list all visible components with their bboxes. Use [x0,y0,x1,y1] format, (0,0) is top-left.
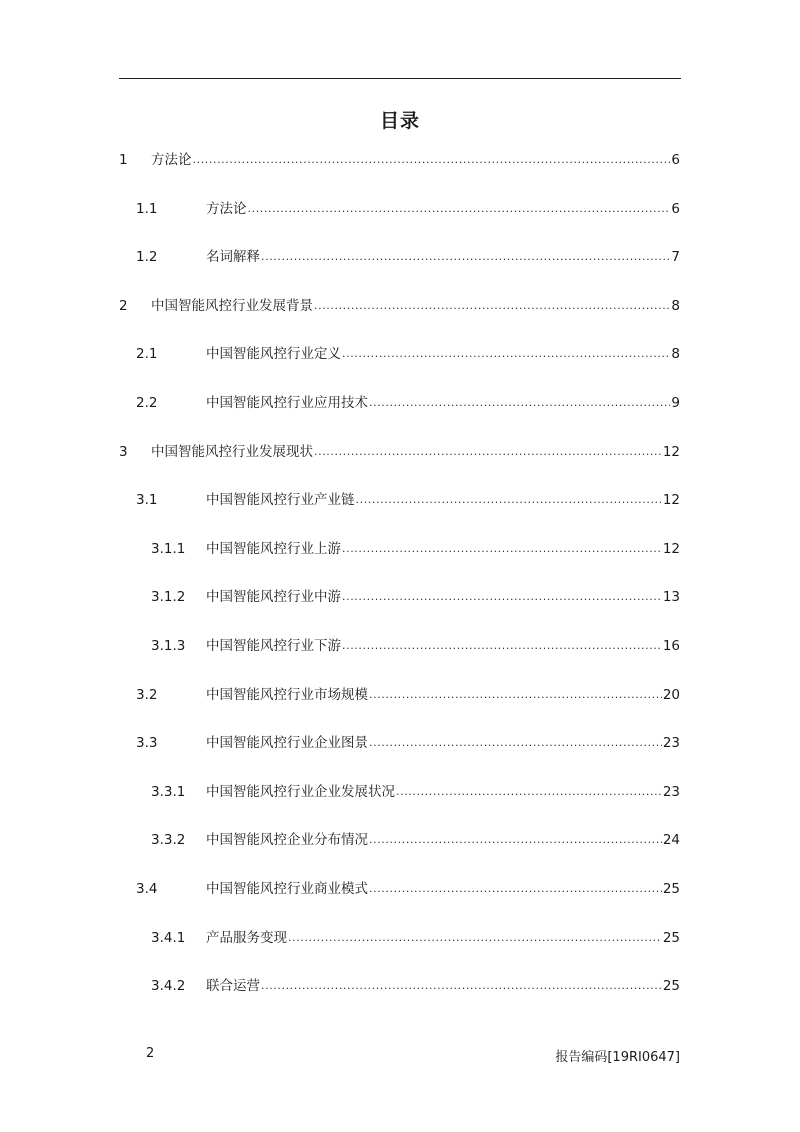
toc-dot-leader [356,489,662,511]
toc-entry[interactable] [119,198,680,220]
toc-entry-page: 13 [662,589,680,606]
toc-entry-page: 7 [671,249,680,266]
toc-entry[interactable] [119,927,680,949]
toc-entry[interactable] [119,295,680,317]
toc-entry[interactable] [119,781,680,803]
toc-entry-number: 3.3.1 [151,783,186,800]
toc-entry-title: 中国智能风控行业发展背景 [151,297,313,314]
toc-entry-number: 2 [119,297,128,314]
toc-entry-number: 3.4 [136,881,158,897]
toc-dot-leader [261,246,670,268]
toc-dot-leader [314,295,670,317]
toc-entry-title: 中国智能风控行业定义 [206,346,341,363]
toc-entry-page: 9 [671,395,680,411]
toc-entry-page: 25 [662,881,680,897]
toc-entry[interactable] [119,586,680,608]
toc-entry-page: 12 [662,492,680,509]
toc-entry-number: 3.1.2 [151,589,186,606]
toc-entry[interactable] [119,878,680,900]
toc-entry-page: 8 [671,346,680,363]
toc-dot-leader [342,635,662,657]
toc-dot-leader [369,732,662,754]
toc-entry-page: 24 [662,832,680,849]
toc-entry-title: 方法论 [206,200,247,217]
toc-entry-number: 3.3 [136,735,158,752]
toc-title: 目录 [379,110,420,132]
toc-entry-page: 25 [662,929,680,946]
toc-entry[interactable] [119,538,680,560]
footer-report-code: 报告编码[19RI0647] [555,1050,680,1065]
toc-dot-leader [396,781,662,803]
toc-entry-title: 中国智能风控行业上游 [206,540,341,557]
toc-entry-page: 23 [662,735,680,752]
toc-entry-page: 20 [662,686,680,703]
toc-dot-leader [248,198,671,220]
toc-dot-leader [369,684,662,706]
toc-dot-leader [342,538,662,560]
toc-entry-number: 2.2 [136,395,158,411]
toc-entry[interactable] [119,684,680,706]
toc-entry-page: 23 [662,783,680,800]
toc-entry-title: 中国智能风控行业应用技术 [206,395,368,411]
toc-dot-leader [342,586,662,608]
toc-dot-leader [369,878,662,900]
toc-entry[interactable] [119,149,680,171]
toc-entry-number: 1 [119,152,128,168]
toc-dot-leader [314,441,662,463]
toc-entry-title: 中国智能风控行业商业模式 [206,881,368,897]
toc-entry-number: 3.1.3 [151,638,186,654]
toc-entry-page: 6 [671,200,680,217]
toc-entry-page: 12 [662,443,680,460]
toc-entry-number: 2.1 [136,346,158,363]
toc-entry[interactable] [119,441,680,463]
toc-entry-page: 25 [662,978,680,995]
toc-entry-number: 3.4.1 [151,929,186,946]
toc-entry-number: 1.2 [136,249,158,266]
toc-entry-number: 1.1 [136,200,158,217]
toc-entry-page: 6 [671,152,680,168]
toc-entry-title: 中国智能风控行业发展现状 [151,443,313,460]
toc-entry-title: 中国智能风控企业分布情况 [206,832,368,849]
toc-entry-page: 12 [662,540,680,557]
toc-entry-title: 中国智能风控行业企业发展状况 [206,783,395,800]
toc-entry-number: 3.3.2 [151,832,186,849]
toc-entry-title: 中国智能风控行业市场规模 [206,686,368,703]
toc-entry-title: 方法论 [151,152,192,168]
toc-entry-title: 名词解释 [206,249,260,266]
toc-entry-number: 3.4.2 [151,978,186,995]
toc-entry-title: 中国智能风控行业产业链 [206,492,355,509]
toc-entry-page: 8 [671,297,680,314]
toc-entry[interactable] [119,246,680,268]
toc-entry-title: 中国智能风控行业企业图景 [206,735,368,752]
toc-dot-leader [261,975,662,997]
toc-entry[interactable] [119,635,680,657]
toc-entry[interactable] [119,343,680,365]
toc-entry-title: 中国智能风控行业下游 [206,638,341,654]
toc-entry[interactable] [119,829,680,851]
toc-entry-number: 3.2 [136,686,158,703]
toc-entry[interactable] [119,392,680,414]
toc-dot-leader [369,392,670,414]
toc-entry-title: 中国智能风控行业中游 [206,589,341,606]
toc-dot-leader [369,829,662,851]
toc-entry[interactable] [119,489,680,511]
toc-entry-page: 16 [662,638,680,654]
toc-entry-title: 产品服务变现 [206,929,287,946]
toc-entry-number: 3.1.1 [151,540,186,557]
footer-page-number: 2 [146,1046,155,1061]
toc-entry-number: 3.1 [136,492,158,509]
toc-dot-leader [342,343,670,365]
toc-entry-number: 3 [119,443,128,460]
toc-entry[interactable] [119,732,680,754]
toc-dot-leader [193,149,671,171]
toc-entry-title: 联合运营 [206,978,260,995]
toc-entry[interactable] [119,975,680,997]
toc-dot-leader [288,927,662,949]
